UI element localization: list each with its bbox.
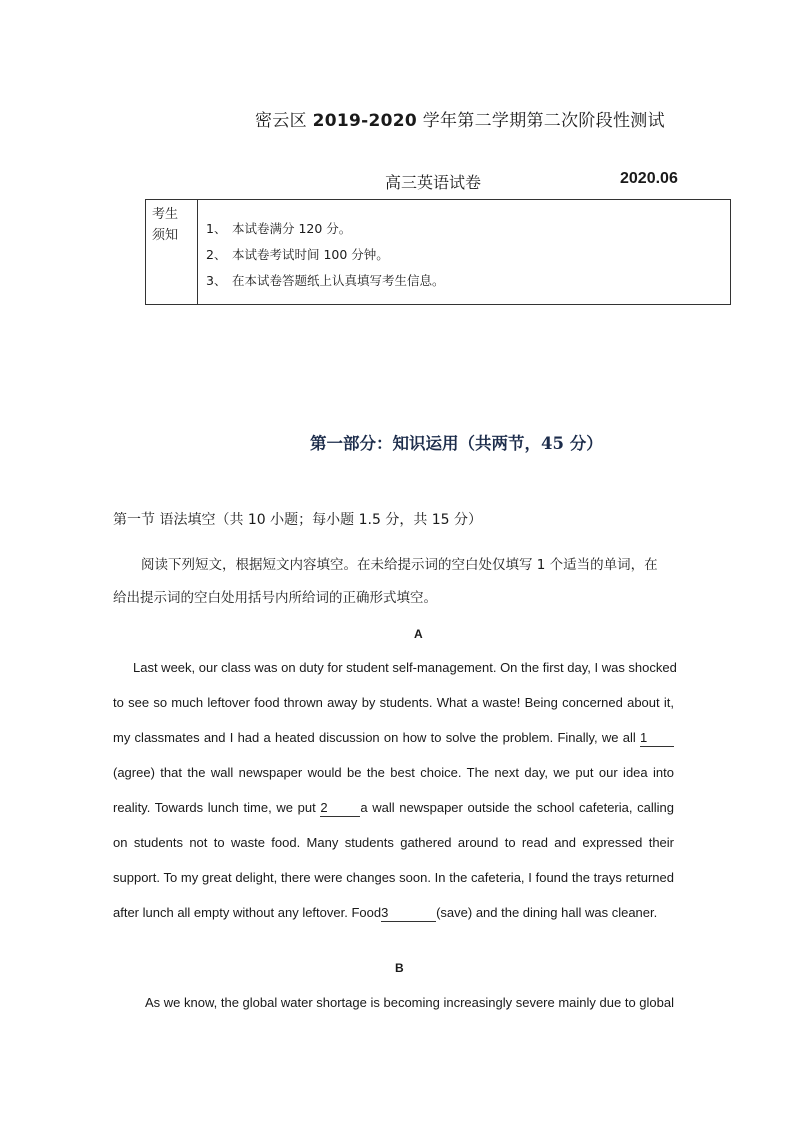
passage-a-line: support. To my great delight, there were changes soon. In the cafeteria, I found the trays returned (113, 870, 674, 885)
passage-b-label: B (395, 961, 404, 975)
passage-a-line: Last week, our class was on duty for student self-management. On the first day, I was shocked (133, 660, 677, 675)
notice-item (206, 216, 445, 242)
title-years: 2019-2020 (312, 111, 417, 131)
notice-label (146, 200, 198, 304)
title-prefix: 密云区 (255, 111, 313, 131)
passage-a-line (113, 800, 674, 820)
notice-item (206, 268, 445, 294)
exam-subtitle: 高三英语试卷 (385, 173, 482, 192)
passage-a-label: A (414, 627, 423, 641)
blank-1[interactable]: 1 (640, 730, 674, 747)
passage-b-line: As we know, the global water shortage is becoming increasingly severe mainly due to global (145, 995, 674, 1010)
passage-a-line: on students not to waste food. Many students gathered around to read and expressed their (113, 835, 674, 850)
instruction-line-2: 给出提示词的空白处用括号内所给词的正确形式填空。 (113, 590, 437, 606)
blank-3[interactable]: 3 (381, 905, 436, 922)
passage-a-text: after lunch all empty without any leftover. Food (113, 905, 382, 920)
notice-box (145, 199, 731, 305)
passage-a-text: reality. Towards lunch time, we put (113, 800, 316, 815)
notice-label-line1: 考生 (152, 207, 179, 222)
notice-item-text: 在本试卷答题纸上认真填写考生信息。 (232, 273, 445, 288)
title-suffix: 学年第二学期第二次阶段性测试 (417, 111, 665, 131)
passage-a-line: (agree) that the wall newspaper would be the best choice. The next day, we put our idea into (113, 765, 674, 780)
exam-title (255, 106, 665, 131)
blank-2[interactable]: 2 (320, 800, 360, 817)
passage-a-line (113, 905, 674, 925)
exam-date: 2020.06 (620, 170, 678, 187)
passage-a-text: a wall newspaper outside the school cafeteria, calling (360, 800, 674, 815)
section-one-title: 第一节 语法填空（共 10 小题；每小题 1.5 分，共 15 分） (113, 512, 483, 528)
notice-item-text: 本试卷满分 120 分。 (232, 221, 352, 236)
notice-item-number: 1、 (206, 221, 227, 236)
notice-item-number: 2、 (206, 247, 227, 262)
passage-a-text: (save) and the dining hall was cleaner. (436, 905, 658, 920)
notice-item (206, 242, 445, 268)
passage-a-line: to see so much leftover food thrown away by students. What a waste! Being concerned about it, (113, 695, 674, 710)
notice-items (206, 216, 445, 294)
instruction-line-1: 阅读下列短文，根据短文内容填空。在未给提示词的空白处仅填写 1 个适当的单词，在 (141, 557, 658, 573)
notice-label-line2: 须知 (152, 228, 179, 243)
passage-a-line (113, 730, 674, 750)
part-one-title: 第一部分：知识运用（共两节，45 分） (310, 434, 603, 453)
notice-item-text: 本试卷考试时间 100 分钟。 (232, 247, 389, 262)
passage-a-text: my classmates and I had a heated discussion on how to solve the problem. Finally, we all (113, 730, 636, 745)
notice-item-number: 3、 (206, 273, 227, 288)
